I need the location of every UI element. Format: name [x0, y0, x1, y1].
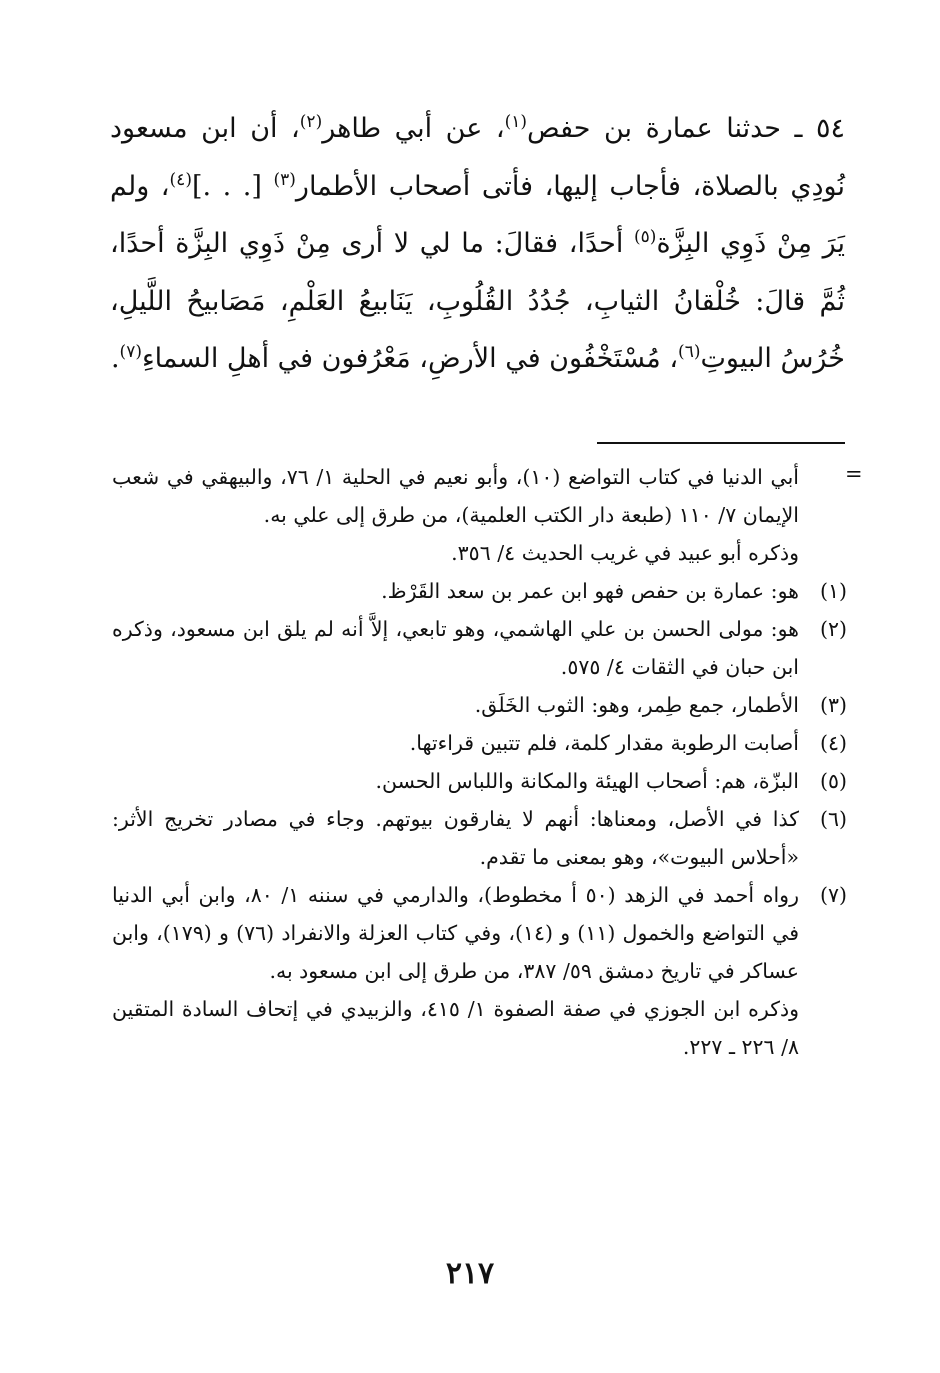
- footnote-number: (٣): [819, 693, 847, 717]
- footnote-item: [112, 572, 847, 610]
- text-segment: ، ولم يَرَ مِنْ ذَوِي البِزَّة: [110, 170, 845, 259]
- footnote-ref-5: (٥): [634, 227, 657, 247]
- footnote-text: أصابت الرطوبة مقدار كلمة، فلم تتبين قراءتها.: [409, 731, 799, 755]
- footnote-item: [112, 610, 847, 686]
- footnote-text: هو: عمارة بن حفص فهو ابن عمر بن سعد القَرْظ.: [381, 579, 799, 603]
- text-segment: ، أن ابن مسعود نُودِي بالصلاة، فأجاب إليها، فأتى أصحاب الأطمار: [110, 113, 845, 202]
- footnote-item: [112, 762, 847, 800]
- footnote-text: كذا في الأصل، ومعناها: أنهم لا يفارقون بيوتهم. وجاء في مصادر تخريج الأثر: «أحلاس البيوت»، وهو بمعنى ما تقدم.: [112, 807, 799, 869]
- footnote-number: (٦): [819, 807, 847, 831]
- footnote-text: الأطمار، جمع طِمر، وهو: الثوب الخَلَق.: [474, 693, 799, 717]
- footnote-number: (٤): [819, 731, 847, 755]
- footnote-ref-1: (١): [504, 112, 527, 132]
- footnote-text: البزّة، هم: أصحاب الهيئة والمكانة واللباس الحسن.: [375, 769, 799, 793]
- footnote-number: (٥): [819, 769, 847, 793]
- footnote-number: (٢): [819, 617, 847, 641]
- hadith-number: ٥٤ ـ: [794, 113, 846, 144]
- footnote-item: [112, 724, 847, 762]
- continuation-marker: =: [845, 462, 863, 486]
- footnote-separator: [597, 442, 845, 444]
- footnote-ref-7: (٧): [119, 342, 142, 362]
- footnote-number: (١): [819, 579, 847, 603]
- footnote-ref-2: (٢): [299, 112, 323, 132]
- footnote-text: رواه أحمد في الزهد (٥٠ أ مخطوط)، والدارمي في سننه ١/ ٨٠، وابن أبي الدنيا في التواضع والخمول (١١) و (١٤)، وفي كتاب العزلة والانفراد (٧٦) و (١٧٩)، وابن عساكر في تاريخ دمشق ٥٩/ ٣٨٧، من طرق إلى ابن مسعود به.: [112, 883, 799, 983]
- footnote-ref-4: (٤): [169, 169, 192, 190]
- main-text-block: [110, 100, 845, 388]
- footnote-item: [112, 800, 847, 876]
- lacuna-marker: [. . .]: [191, 170, 262, 202]
- footnote-ref-6: (٦): [678, 342, 701, 362]
- footnote-item: [112, 876, 847, 990]
- footnote-number: (٧): [819, 883, 847, 907]
- page-number: ٢١٧: [445, 1256, 495, 1291]
- text-segment: .: [110, 343, 120, 374]
- text-segment: ، مُسْتَخْفُون في الأرضِ، مَعْرُفون في أهلِ السماءِ: [141, 343, 679, 374]
- footnote-continuation: وذكره ابن الجوزي في صفة الصفوة ١/ ٤١٥، والزبيدي في إتحاف السادة المتقين ٨/ ٢٢٦ ـ ٢٢٧.: [112, 997, 799, 1059]
- carryover-footnote-text: أبي الدنيا في كتاب التواضع (١٠)، وأبو نعيم في الحلية ١/ ٧٦، والبيهقي في شعب الإيمان ٧/ ١١٠ (طبعة دار الكتب العلمية)، من طرق إلى علي به.: [112, 465, 799, 527]
- text-segment: حدثنا عمارة بن حفص: [527, 113, 781, 144]
- carryover-footnote-text: وذكره أبو عبيد في غريب الحديث ٤/ ٣٥٦.: [451, 541, 799, 565]
- text-segment: أحدًا، فقالَ: ما لي لا أرى مِنْ ذَوِي البِزَّة أحدًا، ثُمَّ قالَ: خُلْقانُ الثيابِ، جُدُدُ القُلُوبِ، يَنَابيعُ العَلْمِ، مَصَابيحُ اللَّيلِ، خُرُسُ البيوتِ: [110, 228, 845, 374]
- footnotes-section: [112, 458, 847, 1066]
- footnote-item: [112, 686, 847, 724]
- footnote-text: هو: مولى الحسن بن علي الهاشمي، وهو تابعي، إلاَّ أنه لم يلق ابن مسعود، وذكره ابن حبان في الثقات ٤/ ٥٧٥.: [112, 617, 799, 679]
- footnote-ref-3: (٣): [273, 169, 296, 190]
- text-segment: ، عن أبي طاهر: [322, 113, 505, 144]
- hadith-paragraph: [110, 100, 845, 388]
